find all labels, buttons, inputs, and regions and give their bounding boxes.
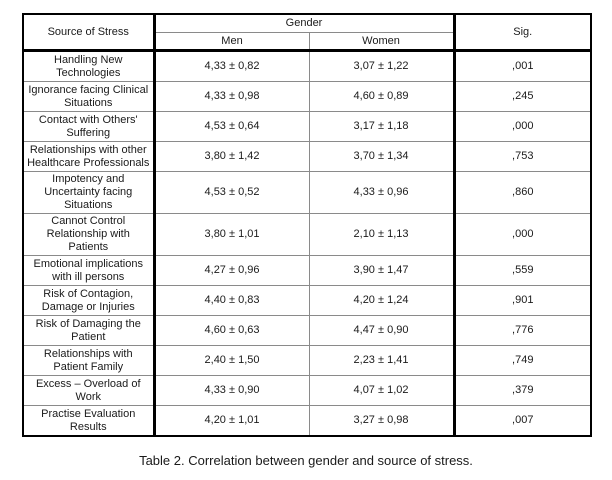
table-body [23,51,591,437]
women-value-cell: 3,90 ± 1,47 [309,256,454,286]
table-row [23,406,591,437]
men-value-cell: 4,33 ± 0,82 [154,51,309,82]
column-group-header-gender: Gender [154,14,454,33]
sig-value-cell: ,007 [454,406,591,437]
table-row [23,376,591,406]
sig-value-cell: ,749 [454,346,591,376]
men-value-cell: 3,80 ± 1,01 [154,214,309,256]
table-header [23,14,591,51]
men-value-cell: 4,40 ± 0,83 [154,286,309,316]
table-row [23,256,591,286]
table-row [23,51,591,82]
header-row-group [23,14,591,33]
men-value-cell: 2,40 ± 1,50 [154,346,309,376]
sig-value-cell: ,000 [454,214,591,256]
men-value-cell: 4,60 ± 0,63 [154,316,309,346]
sig-value-cell: ,379 [454,376,591,406]
women-value-cell: 2,23 ± 1,41 [309,346,454,376]
sig-value-cell: ,559 [454,256,591,286]
table-row [23,172,591,214]
source-cell: Handling New Technologies [23,51,154,82]
women-value-cell: 3,17 ± 1,18 [309,112,454,142]
source-cell: Contact with Others' Suffering [23,112,154,142]
men-value-cell: 4,33 ± 0,90 [154,376,309,406]
source-cell: Risk of Damaging the Patient [23,316,154,346]
table-row [23,346,591,376]
women-value-cell: 3,07 ± 1,22 [309,51,454,82]
sig-value-cell: ,753 [454,142,591,172]
table-row [23,316,591,346]
source-cell: Relationships with other Healthcare Professionals [23,142,154,172]
women-value-cell: 2,10 ± 1,13 [309,214,454,256]
men-value-cell: 3,80 ± 1,42 [154,142,309,172]
women-value-cell: 3,27 ± 0,98 [309,406,454,437]
women-value-cell: 3,70 ± 1,34 [309,142,454,172]
women-value-cell: 4,60 ± 0,89 [309,82,454,112]
sig-value-cell: ,776 [454,316,591,346]
sig-value-cell: ,901 [454,286,591,316]
men-value-cell: 4,27 ± 0,96 [154,256,309,286]
stress-gender-table [22,13,592,437]
table-row [23,142,591,172]
women-value-cell: 4,07 ± 1,02 [309,376,454,406]
column-header-sig: Sig. [454,14,591,51]
sig-value-cell: ,860 [454,172,591,214]
women-value-cell: 4,20 ± 1,24 [309,286,454,316]
source-cell: Impotency and Uncertainty facing Situations [23,172,154,214]
source-cell: Excess – Overload of Work [23,376,154,406]
source-cell: Ignorance facing Clinical Situations [23,82,154,112]
source-cell: Risk of Contagion, Damage or Injuries [23,286,154,316]
sig-value-cell: ,001 [454,51,591,82]
men-value-cell: 4,33 ± 0,98 [154,82,309,112]
table-row [23,214,591,256]
sig-value-cell: ,245 [454,82,591,112]
column-header-men: Men [154,33,309,51]
sig-value-cell: ,000 [454,112,591,142]
source-cell: Cannot Control Relationship with Patients [23,214,154,256]
men-value-cell: 4,53 ± 0,52 [154,172,309,214]
women-value-cell: 4,33 ± 0,96 [309,172,454,214]
men-value-cell: 4,20 ± 1,01 [154,406,309,437]
men-value-cell: 4,53 ± 0,64 [154,112,309,142]
women-value-cell: 4,47 ± 0,90 [309,316,454,346]
column-header-women: Women [309,33,454,51]
table-row [23,82,591,112]
table-row [23,112,591,142]
source-cell: Practise Evaluation Results [23,406,154,437]
column-header-source-of-stress: Source of Stress [23,14,154,51]
table-row [23,286,591,316]
source-cell: Emotional implications with ill persons [23,256,154,286]
source-cell: Relationships with Patient Family [23,346,154,376]
table-caption: Table 2. Correlation between gender and source of stress. [139,453,473,468]
